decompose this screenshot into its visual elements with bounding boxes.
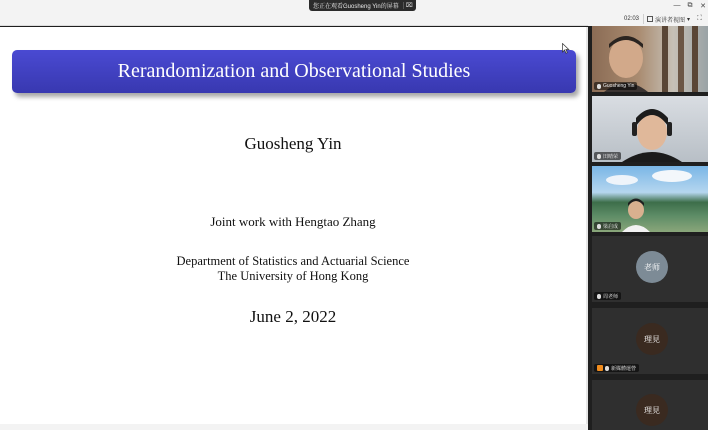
participant-name: 田晴荣 (603, 153, 619, 160)
slide-bottom-bar (0, 424, 588, 430)
participant-tile[interactable] (592, 380, 708, 430)
avatar (636, 323, 668, 355)
microphone-icon (597, 294, 601, 299)
slide-date: June 2, 2022 (249, 307, 337, 326)
speaker-view-button[interactable] (643, 14, 693, 24)
participant-tile[interactable] (592, 26, 708, 92)
restore-icon[interactable]: ⧉ (687, 2, 693, 9)
participant-tile[interactable] (592, 236, 708, 302)
avatar (636, 394, 668, 426)
share-banner-text: 您正在观看Guosheng Yin的屏幕 (313, 4, 399, 10)
participant-name: 周老师 (603, 293, 619, 300)
participant-name: 梁启成 (603, 223, 619, 230)
meeting-timer: 02:03 (624, 16, 640, 22)
participant-name: 新媒體運營 (611, 365, 637, 372)
slide-title: Rerandomization and Observational Studies (117, 60, 471, 82)
participant-label (594, 292, 621, 300)
speaker-view-label: 演讲者视图 (655, 17, 686, 24)
expand-icon[interactable]: ⛶ (697, 15, 702, 22)
participant-label (594, 222, 621, 230)
slide-department: Department of Statistics and Actuarial Science (176, 254, 410, 268)
sidebar-header (588, 12, 708, 26)
host-badge-icon (597, 365, 603, 371)
slide-joint-work: Joint work with Hengtao Zhang (210, 214, 376, 229)
slide-author: Guosheng Yin (244, 134, 342, 153)
avatar-text: 老师 (644, 262, 660, 272)
participant-tile[interactable] (592, 96, 708, 162)
exit-fullscreen-icon[interactable]: ⌧ (403, 2, 413, 9)
close-icon[interactable]: ✕ (700, 3, 706, 10)
participant-name: Guosheng Yin (603, 83, 635, 89)
participant-tile[interactable] (592, 308, 708, 374)
avatar-text: 理見 (644, 405, 660, 415)
grid-view-icon (647, 16, 653, 22)
avatar-text: 理見 (644, 334, 660, 344)
participants-panel (588, 26, 708, 430)
mouse-cursor-icon (562, 43, 570, 54)
slide-university: The University of Hong Kong (217, 269, 369, 283)
slide-title-bar (12, 50, 576, 93)
chevron-down-icon: ▾ (687, 16, 691, 23)
microphone-icon (597, 224, 601, 229)
participant-label (594, 364, 639, 372)
avatar (636, 251, 668, 283)
microphone-icon (605, 366, 609, 371)
participant-label (594, 152, 621, 160)
microphone-icon (597, 84, 601, 89)
screen-share-banner (309, 0, 416, 11)
minimize-icon[interactable]: — (673, 2, 681, 9)
microphone-icon (597, 154, 601, 159)
participant-tile[interactable] (592, 166, 708, 232)
participant-label (594, 82, 637, 90)
